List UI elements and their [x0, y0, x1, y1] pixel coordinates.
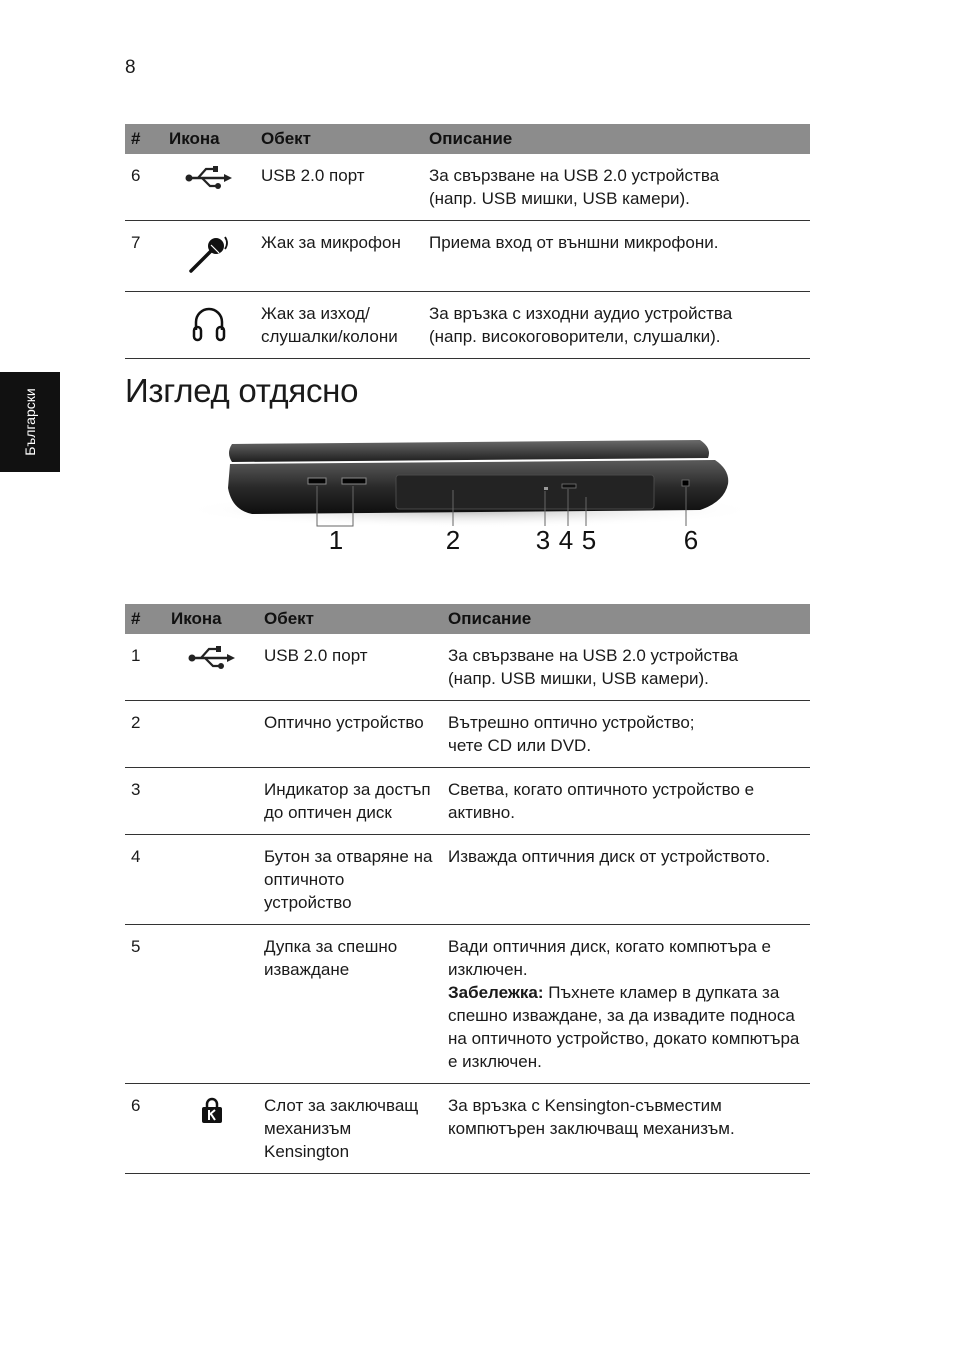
page-number: 8 [125, 57, 136, 78]
description-line: За свързване на USB 2.0 устройства [448, 646, 739, 665]
callout-6: 6 [683, 525, 699, 555]
row-number: 6 [125, 1084, 165, 1174]
laptop-illustration [140, 418, 770, 578]
headphones-icon [191, 327, 227, 346]
table-row [125, 925, 810, 1084]
section-title: Изглед отдясно [125, 372, 359, 409]
row-description [442, 925, 810, 1084]
ports-table-left [125, 124, 810, 359]
description-line: (напр. високоговорители, слушалки). [429, 327, 721, 346]
language-tab-label: Български [22, 388, 38, 456]
row-description [423, 292, 810, 359]
row-object: Слот за заключващ механизъм Kensington [258, 1084, 442, 1174]
row-description [442, 768, 810, 835]
row-description [442, 835, 810, 925]
header-icon: Икона [165, 604, 258, 634]
table-row [125, 154, 810, 221]
callout-4: 4 [558, 525, 574, 555]
row-object: Оптично устройство [258, 701, 442, 768]
usb-icon [184, 175, 234, 194]
row-number: 2 [125, 701, 165, 768]
description-line: За връзка с Kensington-съвместим компютърен заключващ механизъм. [448, 1096, 735, 1138]
row-object: Бутон за отваряне на оптичното устройство [258, 835, 442, 925]
table-row [125, 634, 810, 701]
description-line: Изважда оптичния диск от устройството. [448, 847, 771, 866]
table-row [125, 768, 810, 835]
description-line: Вътрешно оптично устройство; [448, 713, 695, 732]
row-object: Дупка за спешно изваждане [258, 925, 442, 1084]
table-row [125, 835, 810, 925]
laptop-right-side-figure [140, 418, 770, 578]
row-number: 1 [125, 634, 165, 701]
table-header [125, 604, 810, 634]
row-object: Жак за микрофон [255, 221, 423, 292]
callout-1: 1 [328, 525, 344, 555]
row-number: 3 [125, 768, 165, 835]
description-line: чете CD или DVD. [448, 736, 592, 755]
usb-icon [187, 655, 237, 674]
row-object: USB 2.0 порт [258, 634, 442, 701]
header-number: # [125, 124, 163, 154]
row-number: 6 [125, 154, 163, 221]
table-row [125, 221, 810, 292]
row-description [442, 701, 810, 768]
table-header [125, 124, 810, 154]
kensington-lock-icon [201, 1109, 223, 1128]
callout-3: 3 [535, 525, 551, 555]
header-icon: Икона [163, 124, 255, 154]
description-line: За връзка с изходни аудио устройства [429, 304, 733, 323]
description-line: Светва, когато оптичното устройство е активно. [448, 780, 755, 822]
row-object: Индикатор за достъп до оптичен диск [258, 768, 442, 835]
callout-5: 5 [581, 525, 597, 555]
callout-2: 2 [445, 525, 461, 555]
row-number [125, 292, 163, 359]
row-object: Жак за изход/ слушалки/колони [255, 292, 423, 359]
table-row [125, 701, 810, 768]
row-description [423, 221, 810, 292]
table-row [125, 292, 810, 359]
description-line: За свързване на USB 2.0 устройства [429, 166, 720, 185]
language-tab [0, 372, 60, 472]
row-number: 7 [125, 221, 163, 292]
row-number: 5 [125, 925, 165, 1084]
microphone-icon [187, 260, 231, 279]
row-description [423, 154, 810, 221]
note [448, 981, 804, 1073]
note-text: Пъхнете кламер в дупката за спешно изваждане, за да извадите подноса на оптичното устройство, докато компютъра е изключен. [448, 983, 800, 1071]
description-line: Вади оптичния диск, когато компютъра е изключен. [448, 937, 771, 979]
header-number: # [125, 604, 165, 634]
header-description: Описание [423, 124, 810, 154]
description-line: (напр. USB мишки, USB камери). [429, 189, 690, 208]
table-row [125, 1084, 810, 1174]
row-description [442, 634, 810, 701]
header-description: Описание [442, 604, 810, 634]
description-line: (напр. USB мишки, USB камери). [448, 669, 709, 688]
header-object: Обект [258, 604, 442, 634]
note-label: Забележка: [448, 983, 544, 1002]
ports-table-right [125, 604, 810, 1174]
row-object: USB 2.0 порт [255, 154, 423, 221]
description-line: Приема вход от външни микрофони. [429, 233, 719, 252]
row-number: 4 [125, 835, 165, 925]
header-object: Обект [255, 124, 423, 154]
row-description [442, 1084, 810, 1174]
